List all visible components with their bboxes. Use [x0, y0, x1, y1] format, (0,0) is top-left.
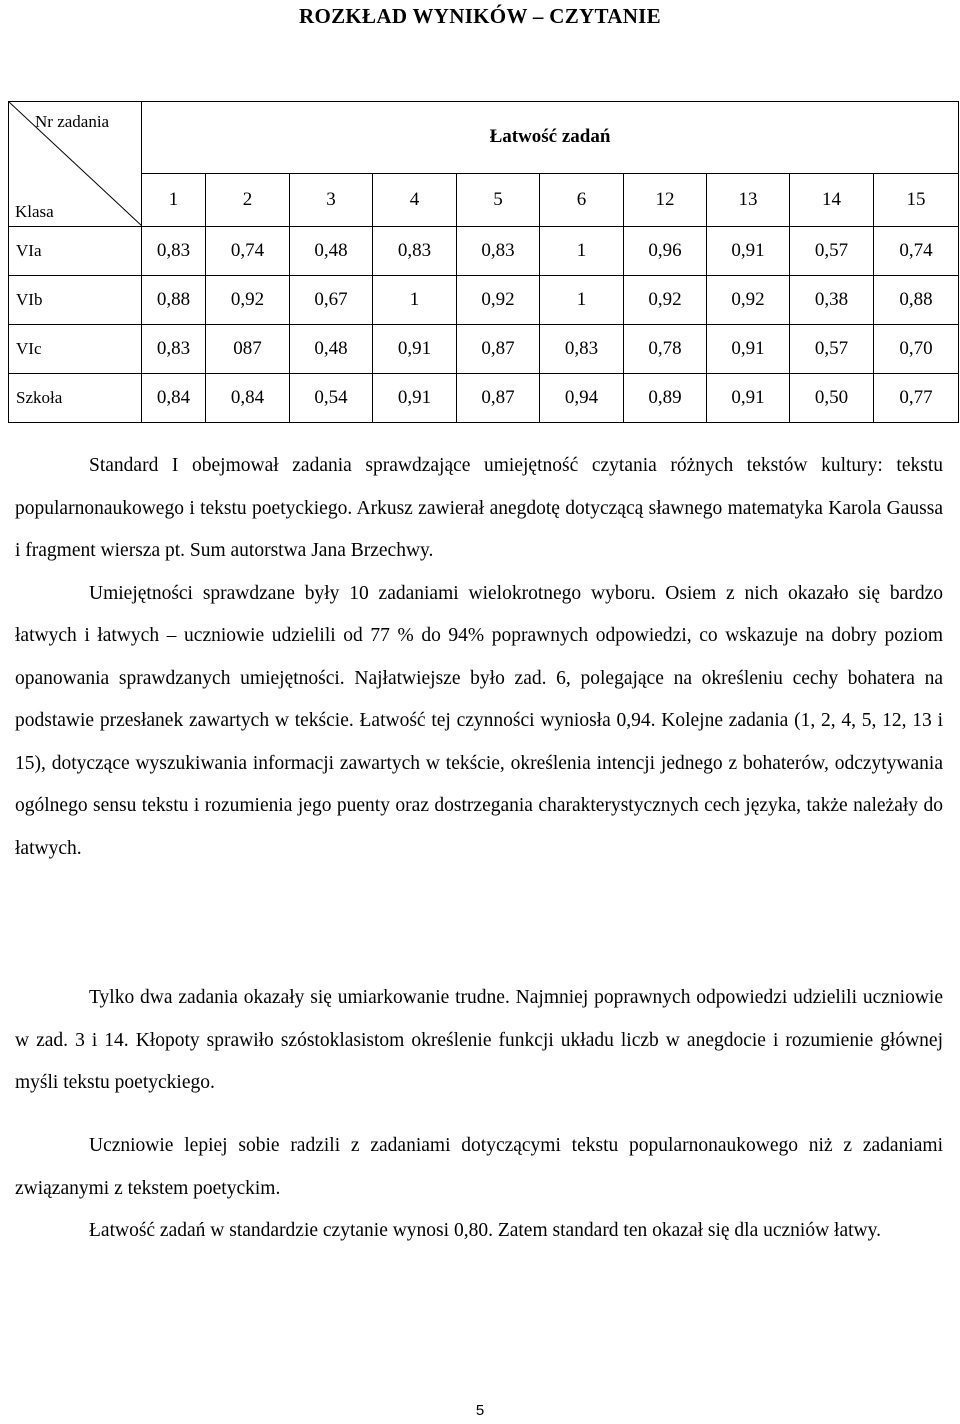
- paragraph: Standard I obejmował zadania sprawdzające umiejętność czytania różnych tekstów kultury: tekstu popularnonaukowego i tekstu poetyckiego. Arkusz zawierał anegdotę dotyczącą sławnego matematyka Karola Gaussa i fragment wiersza pt. Sum autorstwa Jana Brzechwy.: [15, 455, 943, 561]
- value-cell: 0,92: [206, 276, 290, 325]
- results-table: [8, 101, 959, 423]
- value-cell: 0,83: [142, 325, 206, 374]
- body-text: [15, 445, 943, 870]
- value-cell: 0,91: [373, 374, 457, 423]
- value-cell: 0,77: [874, 374, 959, 423]
- value-cell: 1: [540, 227, 624, 276]
- corner-label-class: Klasa: [15, 202, 54, 221]
- value-cell: 0,78: [624, 325, 707, 374]
- value-cell: 0,87: [457, 325, 540, 374]
- corner-label-task: Nr zadania: [35, 112, 110, 131]
- body-text: [15, 977, 943, 1105]
- table-header-row: [9, 102, 959, 174]
- value-cell: 0,83: [373, 227, 457, 276]
- value-cell: 0,92: [707, 276, 790, 325]
- value-cell: 0,84: [206, 374, 290, 423]
- class-label-cell: Szkoła: [9, 374, 142, 423]
- value-cell: 0,91: [707, 227, 790, 276]
- paragraph: Umiejętności sprawdzane były 10 zadaniami wielokrotnego wyboru. Osiem z nich okazało się bardzo łatwych i łatwych – uczniowie udzielili od 77 % do 94% poprawnych odpowiedzi, co wskazuje na dobry poziom opanowania sprawdzanych umiejętności. Najłatwiejsze było zad. 6, polegające na określeniu cechy bohatera na podstawie przesłanek zawartych w tekście. Łatwość tej czynności wyniosła 0,94. Kolejne zadania (1, 2, 4, 5, 12, 13 i 15), dotyczące wyszukiwania informacji zawartych w tekście, określenia intencji jednego z bohaterów, odczytywania ogólnego sensu tekstu i rozumienia jego puenty oraz dostrzegania charakterystycznych cech języka, także należały do łatwych.: [15, 582, 943, 859]
- value-cell: 1: [373, 276, 457, 325]
- value-cell: 0,48: [290, 325, 373, 374]
- value-cell: 0,91: [707, 374, 790, 423]
- value-cell: 0,50: [790, 374, 874, 423]
- task-number-cell: 2: [206, 173, 290, 226]
- page-title: ROZKŁAD WYNIKÓW – CZYTANIE: [299, 4, 661, 28]
- task-number-cell: 1: [142, 173, 206, 226]
- class-label-cell: VIc: [9, 325, 142, 374]
- body-text: [15, 1125, 943, 1253]
- value-cell: 0,83: [540, 325, 624, 374]
- value-cell: 0,92: [457, 276, 540, 325]
- task-number-cell: 12: [624, 173, 707, 226]
- task-number-cell: 15: [874, 173, 959, 226]
- task-number-cell: 5: [457, 173, 540, 226]
- paragraph: Uczniowie lepiej sobie radzili z zadaniami dotyczącymi tekstu popularnonaukowego niż z zadaniami związanymi z tekstem poetyckim.: [15, 1135, 943, 1199]
- value-cell: 0,94: [540, 374, 624, 423]
- corner-cell: [9, 102, 142, 227]
- value-cell: 087: [206, 325, 290, 374]
- value-cell: 0,67: [290, 276, 373, 325]
- task-number-cell: 13: [707, 173, 790, 226]
- value-cell: 0,54: [290, 374, 373, 423]
- table-row: [9, 227, 959, 276]
- value-cell: 0,92: [624, 276, 707, 325]
- value-cell: 0,91: [707, 325, 790, 374]
- page-number: 5: [475, 1402, 485, 1419]
- table-row: [9, 374, 959, 423]
- value-cell: 0,91: [373, 325, 457, 374]
- class-label-cell: VIa: [9, 227, 142, 276]
- value-cell: 0,38: [790, 276, 874, 325]
- value-cell: 0,84: [142, 374, 206, 423]
- value-cell: 0,70: [874, 325, 959, 374]
- paragraph: Łatwość zadań w standardzie czytanie wynosi 0,80. Zatem standard ten okazał się dla uczniów łatwy.: [89, 1220, 881, 1241]
- paragraph: Tylko dwa zadania okazały się umiarkowanie trudne. Najmniej poprawnych odpowiedzi udzielili uczniowie w zad. 3 i 14. Kłopoty sprawiło szóstoklasistom określenie funkcji układu liczb w anegdocie i rozumienie głównej myśli tekstu poetyckiego.: [15, 987, 943, 1093]
- value-cell: 0,57: [790, 227, 874, 276]
- value-cell: 0,88: [874, 276, 959, 325]
- value-cell: 0,74: [206, 227, 290, 276]
- task-number-row: [9, 173, 959, 226]
- table-row: [9, 325, 959, 374]
- task-number-cell: 3: [290, 173, 373, 226]
- task-number-cell: 4: [373, 173, 457, 226]
- value-cell: 0,87: [457, 374, 540, 423]
- table-row: [9, 276, 959, 325]
- value-cell: 0,88: [142, 276, 206, 325]
- value-cell: 0,57: [790, 325, 874, 374]
- value-cell: 0,74: [874, 227, 959, 276]
- value-cell: 0,83: [142, 227, 206, 276]
- task-number-cell: 14: [790, 173, 874, 226]
- value-cell: 1: [540, 276, 624, 325]
- value-cell: 0,83: [457, 227, 540, 276]
- class-label-cell: VIb: [9, 276, 142, 325]
- task-number-cell: 6: [540, 173, 624, 226]
- value-cell: 0,48: [290, 227, 373, 276]
- group-header: Łatwość zadań: [142, 102, 959, 174]
- value-cell: 0,96: [624, 227, 707, 276]
- value-cell: 0,89: [624, 374, 707, 423]
